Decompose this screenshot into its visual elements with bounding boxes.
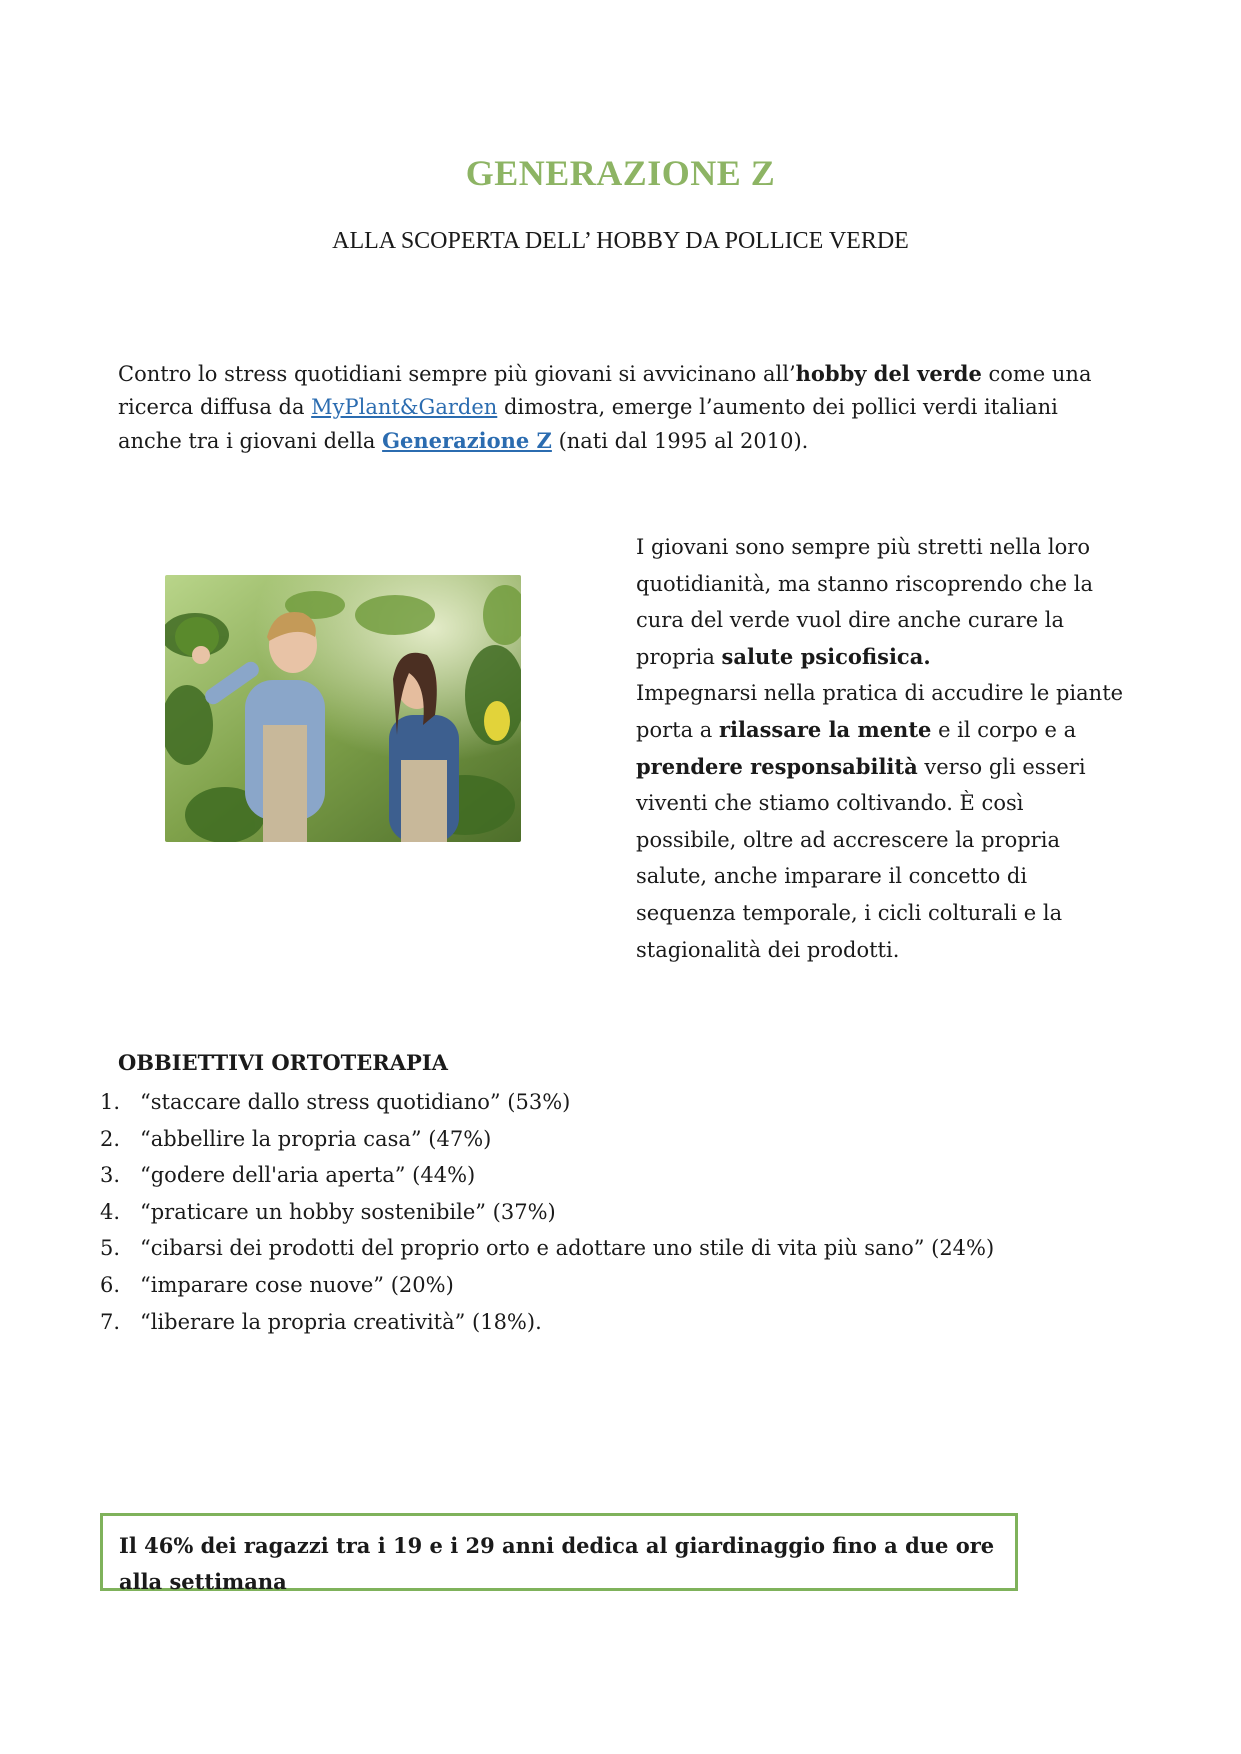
generazione-z-link[interactable]: Generazione Z xyxy=(382,428,552,453)
gardening-photo xyxy=(165,575,521,842)
list-item-number: 7. xyxy=(100,1309,121,1334)
statistic-callout-box xyxy=(100,1513,1018,1594)
list-item-number: 6. xyxy=(100,1272,121,1297)
page-title: GENERAZIONE Z xyxy=(465,153,776,193)
list-item-number: 5. xyxy=(100,1236,121,1261)
goals-heading: OBBIETTIVI ORTOTERAPIA xyxy=(118,1050,448,1075)
list-item xyxy=(100,1121,994,1158)
benefits-paragraph xyxy=(636,529,1126,968)
benefits-emphasis: salute psicofisica. xyxy=(721,643,931,669)
intro-text: come una ricerca diffusa da xyxy=(118,362,1092,419)
myplant-garden-link[interactable]: MyPlant&Garden xyxy=(311,395,498,419)
list-item-number: 2. xyxy=(100,1126,121,1151)
intro-paragraph xyxy=(118,357,1128,458)
intro-emphasis: hobby del verde xyxy=(795,361,982,386)
list-item-text: “staccare dallo stress quotidiano” (53%) xyxy=(140,1090,571,1114)
intro-text: (nati dal 1995 al 2010). xyxy=(551,429,809,453)
list-item-text: “praticare un hobby sostenibile” (37%) xyxy=(140,1199,556,1224)
list-item xyxy=(100,1267,994,1304)
list-item-text: “imparare cose nuove” (20%) xyxy=(140,1272,454,1297)
list-item-text: “abbellire la propria casa” (47%) xyxy=(140,1126,492,1151)
benefits-text: Impegnarsi nella pratica di accudire le piante porta a xyxy=(636,681,1124,742)
list-item xyxy=(100,1157,994,1194)
page-subtitle: ALLA SCOPERTA DELL’ HOBBY DA POLLICE VERDE xyxy=(332,228,909,254)
list-item-number: 1. xyxy=(100,1090,121,1114)
benefits-emphasis: prendere responsabilità xyxy=(636,753,918,779)
benefits-emphasis: rilassare la mente xyxy=(718,716,932,742)
goals-list xyxy=(100,1084,994,1340)
benefits-text: e il corpo e a xyxy=(931,717,1077,742)
list-item-text: “godere dell'aria aperta” (44%) xyxy=(140,1163,476,1188)
benefits-text: I giovani sono sempre più stretti nella loro quotidianità, ma stanno riscoprendo che la cura del verde vuol dire anche curare la propria xyxy=(636,535,1093,669)
list-item-text: “liberare la propria creatività” (18%). xyxy=(140,1309,542,1334)
list-item xyxy=(100,1230,994,1267)
intro-text: dimostra, emerge l’aumento dei pollici verdi italiani anche tra i giovani della xyxy=(118,395,1058,453)
intro-text: Contro lo stress quotidiani sempre più giovani si avvicinano all’ xyxy=(118,362,796,386)
list-item xyxy=(100,1304,994,1341)
list-item xyxy=(100,1084,994,1121)
benefits-text: verso gli esseri viventi che stiamo coltivando. È così possibile, oltre ad accrescere la propria salute, anche imparare il concetto di sequenza temporale, i cicli colturali e la stagionalità dei prodotti. xyxy=(636,754,1086,962)
list-item-number: 3. xyxy=(100,1163,121,1188)
list-item-number: 4. xyxy=(100,1199,121,1224)
list-item-text: “cibarsi dei prodotti del proprio orto e adottare uno stile di vita più sano” (24%) xyxy=(140,1236,995,1261)
statistic-callout-text: Il 46% dei ragazzi tra i 19 e i 29 anni dedica al giardinaggio fino a due ore alla settimana xyxy=(119,1533,995,1594)
list-item xyxy=(100,1194,994,1231)
